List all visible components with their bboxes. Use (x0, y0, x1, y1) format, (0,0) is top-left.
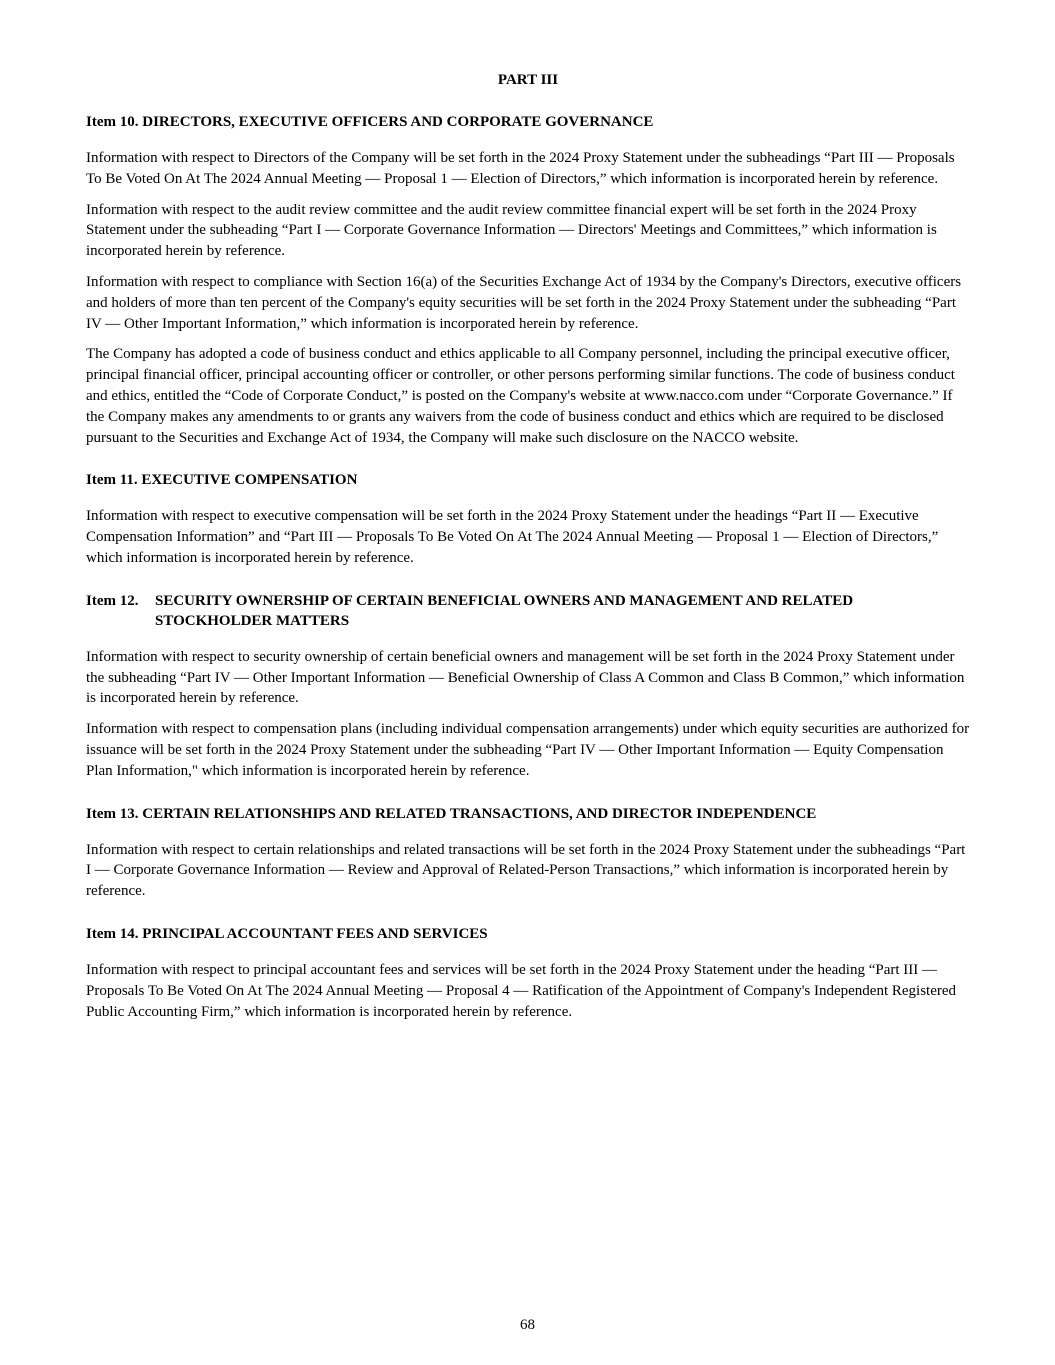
item-13-heading (86, 804, 970, 824)
item-14-section (86, 924, 970, 1022)
item-10-number: Item 10. (86, 114, 143, 130)
item-11-paragraph-1: Information with respect to executive compensation will be set forth in the 2024 Proxy Statement under the headings “Part II — Executive Compensation Information” and “Part III — Proposals To Be Voted On At The 2024 Annual Meeting — Proposal 1 — Election of Directors,” which information is incorporated herein by reference. (86, 508, 939, 566)
item-14-title: PRINCIPAL ACCOUNTANT FEES AND SERVICES (142, 925, 488, 942)
item-10-paragraph-2: Information with respect to the audit review committee and the audit review committee financial expert will be set forth in the 2024 Proxy Statement under the subheading “Part I — Corporate Governance Information — Directors' Meetings and Committees,” which information is incorporated herein by reference. (86, 201, 937, 260)
item-10-section (86, 112, 970, 448)
item-10-heading (86, 112, 970, 132)
item-13-title: CERTAIN RELATIONSHIPS AND RELATED TRANSACTIONS, AND DIRECTOR INDEPENDENCE (142, 805, 817, 822)
item-12-section (86, 591, 970, 782)
part-title: PART III (497, 72, 559, 88)
item-12-title: SECURITY OWNERSHIP OF CERTAIN BENEFICIAL OWNERS AND MANAGEMENT AND RELATED STOCKHOLDER MATTERS (155, 592, 854, 629)
item-13-section (86, 804, 970, 902)
document-page (86, 70, 970, 1044)
item-10-title: DIRECTORS, EXECUTIVE OFFICERS AND CORPORATE GOVERNANCE (142, 114, 654, 130)
item-14-paragraph-1: Information with respect to principal accountant fees and services will be set forth in the 2024 Proxy Statement under the heading “Part III — Proposals To Be Voted On At The 2024 Annual Meeting — Proposal 4 — Ratification of the Appointment of Company's Independent Registered Public Accounting Firm,” which information is incorporated herein by reference. (86, 961, 957, 1020)
item-11-number: Item 11. (86, 472, 142, 489)
item-14-number: Item 14. (86, 925, 143, 942)
item-12-paragraph-2: Information with respect to compensation plans (including individual compensation arrangements) under which equity securities are authorized for issuance will be set forth in the 2024 Proxy Statement under the subheading “Part IV — Other Important Information — Equity Compensation Plan Information," which information is incorporated herein by reference. (86, 721, 970, 779)
item-12-paragraph-1: Information with respect to security ownership of certain beneficial owners and management will be set forth in the 2024 Proxy Statement under the subheading “Part IV — Other Important Information — Beneficial Ownership of Class A Common and Class B Common,” which information is incorporated herein by reference. (86, 648, 965, 707)
item-11-heading (86, 470, 970, 490)
item-10-paragraph-1: Information with respect to Directors of the Company will be set forth in the 2024 Proxy Statement under the subheadings “Part III — Proposals To Be Voted On At The 2024 Annual Meeting — Proposal 1 — Election of Directors,” which information is incorporated herein by reference. (86, 150, 955, 187)
item-11-section (86, 470, 970, 568)
item-13-number: Item 13. (86, 805, 143, 822)
item-10-paragraph-4: The Company has adopted a code of business conduct and ethics applicable to all Company personnel, including the principal executive officer, principal financial officer, principal accounting officer or controller, or other persons performing similar functions. The code of business conduct and ethics, entitled the “Code of Corporate Conduct,” is posted on the Company's website at www.nacco.com under “Corporate Governance.” If the Company makes any amendments to or grants any waivers from the code of business conduct and ethics which are required to be disclosed pursuant to the Securities and Exchange Act of 1934, the Company will make such disclosure on the NACCO website. (86, 346, 955, 446)
item-13-paragraph-1: Information with respect to certain relationships and related transactions will be set forth in the 2024 Proxy Statement under the subheadings “Part I — Corporate Governance Information — Review and Approval of Related-Person Transactions,” which information is incorporated herein by reference. (86, 841, 966, 900)
item-12-heading (86, 591, 970, 631)
item-14-heading (86, 924, 970, 944)
item-12-number: Item 12. (86, 592, 139, 609)
page-number: 68 (520, 1317, 535, 1333)
item-10-paragraph-3: Information with respect to compliance with Section 16(a) of the Securities Exchange Act of 1934 by the Company's Directors, executive officers and holders of more than ten percent of the Company's equity securities will be set forth in the 2024 Proxy Statement under the subheading “Part IV — Other Important Information,” which information is incorporated herein by reference. (86, 273, 962, 332)
item-11-title: EXECUTIVE COMPENSATION (141, 472, 358, 489)
